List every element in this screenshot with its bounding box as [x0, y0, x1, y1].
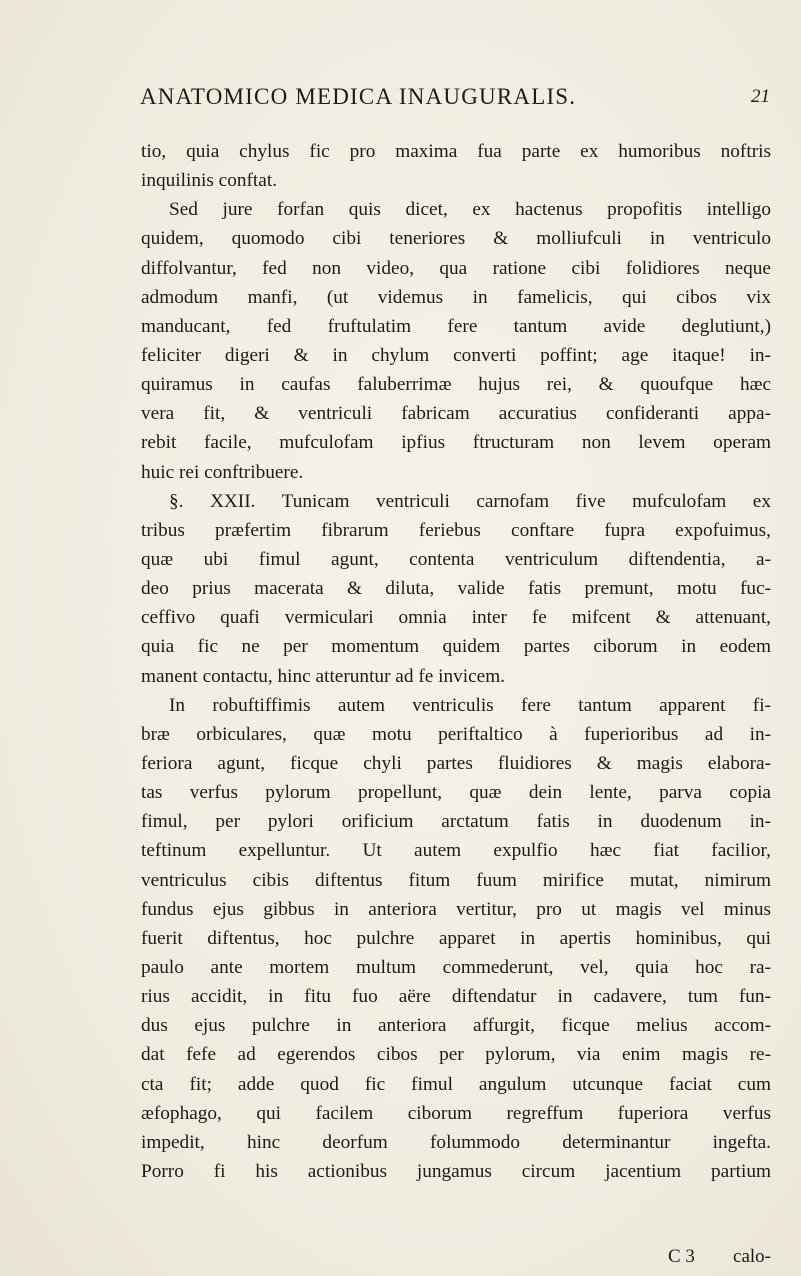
text-line: manent contactu, hinc atteruntur ad fe invicem.: [141, 665, 506, 687]
text-line: fundus ejus gibbus in anteriora vertitur, pro ut magis vel minus: [141, 898, 771, 920]
text-line: feriora agunt, ficque chyli partes fluidiores & magis elabora-: [141, 752, 771, 774]
body-text: [141, 137, 771, 1186]
page-number: 21: [751, 86, 770, 107]
text-line: admodum manfi, (ut videmus in famelicis, qui cibos vix: [141, 286, 771, 308]
text-line: æfophago, qui facilem ciborum regreffum fuperiora verfus: [141, 1102, 771, 1124]
catchword: calo-: [733, 1246, 771, 1267]
text-line: quidem, quomodo cibi teneriores & molliufculi in ventriculo: [141, 228, 771, 250]
text-line: dat fefe ad egerendos cibos per pylorum, via enim magis re-: [141, 1044, 771, 1066]
text-line: fuerit diftentus, hoc pulchre apparet in apertis hominibus, qui: [141, 927, 771, 949]
running-title: ANATOMICO MEDICA INAUGURALIS.: [140, 84, 577, 109]
text-line: ceffivo quafi vermiculari omnia inter fe mifcent & attenuant,: [141, 607, 771, 629]
text-line: deo prius macerata & diluta, valide fatis premunt, motu fuc-: [141, 578, 771, 600]
signature-mark: C 3: [668, 1246, 695, 1267]
text-line: quia fic ne per momentum quidem partes ciborum in eodem: [141, 636, 771, 658]
text-line: §. XXII. Tunicam ventriculi carnofam five mufculofam ex: [169, 490, 771, 512]
text-line: tribus præfertim fibrarum feriebus conftare fupra expofuimus,: [141, 519, 771, 541]
text-line: feliciter digeri & in chylum converti poffint; age itaque! in-: [141, 344, 771, 366]
text-line: paulo ante mortem multum commederunt, vel, quia hoc ra-: [141, 956, 771, 978]
text-line: huic rei conftribuere.: [141, 461, 304, 483]
text-line: diffolvantur, fed non video, qua ratione cibi folidiores neque: [141, 257, 771, 279]
text-line: teftinum expelluntur. Ut autem expulfio hæc fiat facilior,: [141, 840, 771, 862]
page-footer: [141, 1246, 771, 1272]
text-line: manducant, fed fruftulatim fere tantum avide deglutiunt,): [141, 315, 771, 337]
text-line: impedit, hinc deorfum folummodo determinantur ingefta.: [141, 1131, 771, 1153]
text-line: rebit facile, mufculofam ipfius ftructuram non levem operam: [141, 432, 771, 454]
text-line: cta fit; adde quod fic fimul angulum utcunque faciat cum: [141, 1073, 771, 1095]
text-line: In robuftiffimis autem ventriculis fere tantum apparent fi-: [169, 694, 771, 716]
text-line: tas verfus pylorum propellunt, quæ dein lente, parva copia: [141, 782, 771, 804]
text-line: Porro fi his actionibus jungamus circum jacentium partium: [141, 1160, 771, 1182]
text-line: dus ejus pulchre in anteriora affurgit, ficque melius accom-: [141, 1015, 771, 1037]
text-line: ventriculus cibis diftentus fitum fuum mirifice mutat, nimirum: [141, 869, 771, 891]
text-line: fimul, per pylori orificium arctatum fatis in duodenum in-: [141, 811, 771, 833]
text-line: rius accidit, in fitu fuo aëre diftendatur in cadavere, tum fun-: [141, 986, 771, 1008]
text-line: bræ orbiculares, quæ motu periftaltico à fuperioribus ad in-: [141, 723, 771, 745]
text-line: quæ ubi fimul agunt, contenta ventriculum diftendentia, a-: [141, 548, 771, 570]
text-line: vera fit, & ventriculi fabricam accuratius confideranti appa-: [141, 403, 771, 425]
text-line: Sed jure forfan quis dicet, ex hactenus propofitis intelligo: [169, 199, 771, 221]
text-line: quiramus in caufas faluberrimæ hujus rei, & quoufque hæc: [141, 374, 771, 396]
text-line: inquilinis conftat.: [141, 170, 278, 192]
running-head: [140, 84, 770, 118]
text-line: tio, quia chylus fic pro maxima fua parte ex humoribus noftris: [141, 141, 771, 162]
